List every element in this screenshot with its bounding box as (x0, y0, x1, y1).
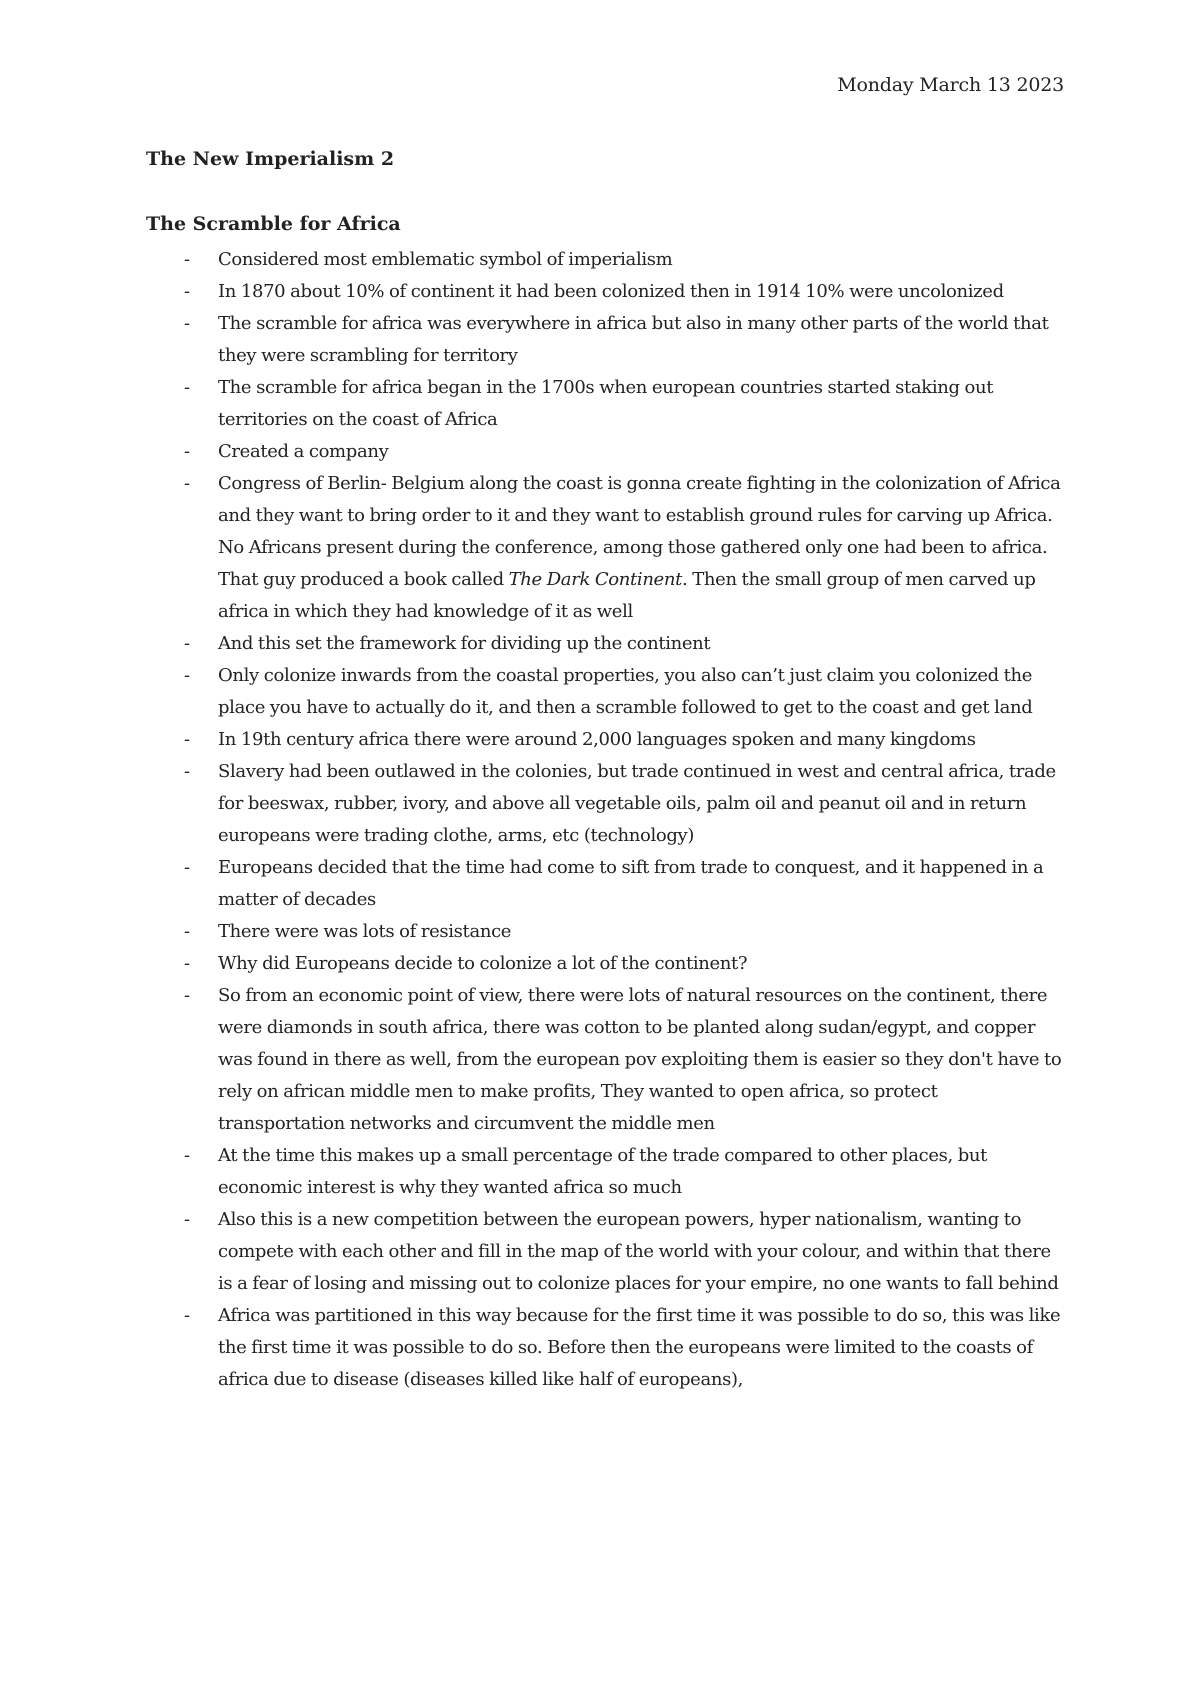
bullet-marker: - (184, 441, 190, 462)
bullet-marker: - (184, 665, 190, 686)
bullet-marker: - (184, 953, 190, 974)
bullet-item (146, 852, 1066, 916)
bullet-marker: - (184, 1209, 190, 1230)
bullet-item (146, 1300, 1066, 1396)
bullet-item (146, 724, 1066, 756)
bullet-marker: - (184, 1145, 190, 1166)
bullet-marker: - (184, 985, 190, 1006)
bullet-text: The scramble for africa began in the 1700s when european countries started staking out territories on the coast of Africa (218, 377, 994, 430)
bullet-marker: - (184, 377, 190, 398)
bullet-marker: - (184, 249, 190, 270)
bullet-item (146, 276, 1066, 308)
bullet-marker: - (184, 633, 190, 654)
bullet-marker: - (184, 1305, 190, 1326)
bullet-marker: - (184, 729, 190, 750)
bullet-text: Also this is a new competition between the european powers, hyper nationalism, wanting to compete with each other and fill in the map of the world with your colour, and within that there is a fear of losing and missing out to colonize places for your empire, no one wants to fall behind (218, 1209, 1059, 1294)
bullet-marker: - (184, 761, 190, 782)
book-title-italic: The Dark Continent (508, 569, 682, 590)
bullet-text: Considered most emblematic symbol of imperialism (218, 249, 673, 270)
bullet-item (146, 660, 1066, 724)
bullet-text: In 1870 about 10% of continent it had been colonized then in 1914 10% were uncolonized (218, 281, 1004, 302)
bullet-item (146, 308, 1066, 372)
bullet-text: Europeans decided that the time had come to sift from trade to conquest, and it happened in a matter of decades (218, 857, 1044, 910)
bullet-list (146, 244, 1066, 1396)
bullet-marker: - (184, 857, 190, 878)
section-heading: The Scramble for Africa (146, 213, 401, 235)
bullet-text: Only colonize inwards from the coastal properties, you also can’t just claim you colonized the place you have to actually do it, and then a scramble followed to get to the coast and get land (218, 665, 1033, 718)
bullet-text: Slavery had been outlawed in the colonies, but trade continued in west and central africa, trade for beeswax, rubber, ivory, and above all vegetable oils, palm oil and peanut oil and in return europeans were trading clothe, arms, etc (technology) (218, 761, 1056, 846)
bullet-marker: - (184, 313, 190, 334)
bullet-marker: - (184, 921, 190, 942)
bullet-item (146, 1140, 1066, 1204)
document-date: Monday March 13 2023 (837, 74, 1064, 96)
bullet-text: Congress of Berlin- Belgium along the coast is gonna create fighting in the colonization of Africa and they want to bring order to it and they want to establish ground rules for carving up Africa. No Africans present during the conference, among those gathered only one had been to africa. That guy produced a book called The Dark Continent. Then the small group of men carved up africa in which they had knowledge of it as well (218, 473, 1061, 622)
bullet-text: And this set the framework for dividing up the continent (218, 633, 711, 654)
bullet-text: Why did Europeans decide to colonize a lot of the continent? (218, 953, 748, 974)
bullet-item (146, 468, 1066, 628)
bullet-text: Africa was partitioned in this way because for the first time it was possible to do so, this was like the first time it was possible to do so. Before then the europeans were limited to the coasts of africa due to disease (diseases killed like half of europeans), (218, 1305, 1061, 1390)
bullet-text: Created a company (218, 441, 389, 462)
document-title: The New Imperialism 2 (146, 148, 395, 170)
bullet-marker: - (184, 473, 190, 494)
bullet-item (146, 372, 1066, 436)
bullet-marker: - (184, 281, 190, 302)
bullet-item (146, 628, 1066, 660)
bullet-item (146, 948, 1066, 980)
bullet-text: So from an economic point of view, there were lots of natural resources on the continent, there were diamonds in south africa, there was cotton to be planted along sudan/egypt, and copper was found in there as well, from the european pov exploiting them is easier so they don't have to rely on african middle men to make profits, They wanted to open africa, so protect transportation networks and circumvent the middle men (218, 985, 1062, 1134)
bullet-item (146, 756, 1066, 852)
bullet-text: At the time this makes up a small percentage of the trade compared to other places, but economic interest is why they wanted africa so much (218, 1145, 988, 1198)
bullet-text: There were was lots of resistance (218, 921, 512, 942)
bullet-item (146, 1204, 1066, 1300)
bullet-item (146, 244, 1066, 276)
bullet-text: The scramble for africa was everywhere in africa but also in many other parts of the world that they were scrambling for territory (218, 313, 1049, 366)
bullet-item (146, 980, 1066, 1140)
bullet-text: In 19th century africa there were around 2,000 languages spoken and many kingdoms (218, 729, 976, 750)
bullet-item (146, 436, 1066, 468)
bullet-item (146, 916, 1066, 948)
